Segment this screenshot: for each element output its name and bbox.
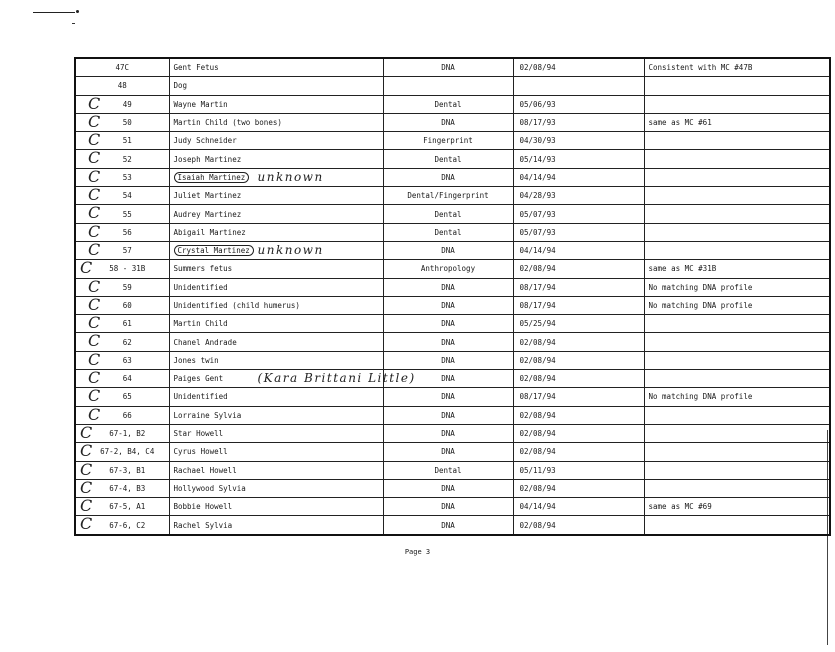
person-name: Juliet Martinez <box>173 191 242 201</box>
date-cell: 05/07/93 <box>513 223 644 241</box>
case-number: 54 <box>122 191 132 201</box>
case-number-cell <box>75 370 169 388</box>
date-cell: 02/08/94 <box>513 333 644 351</box>
method-cell: Dental <box>383 461 513 479</box>
handwritten-check-mark: C <box>88 296 101 314</box>
note-cell <box>644 516 830 535</box>
table-row <box>75 479 830 497</box>
table-row <box>75 498 830 516</box>
method-cell: DNA <box>383 516 513 535</box>
note-cell <box>644 315 830 333</box>
page-footer: Page 3 <box>404 548 431 556</box>
top-margin-dot <box>76 10 79 13</box>
person-name: Judy Schneider <box>173 136 237 146</box>
name-cell <box>169 479 383 497</box>
case-number-cell <box>75 113 169 131</box>
case-number: 67-2, B4, C4 <box>100 447 155 457</box>
case-number-cell <box>75 132 169 150</box>
date-cell: 02/08/94 <box>513 406 644 424</box>
handwritten-check-mark: C <box>88 369 101 388</box>
note-cell <box>644 406 830 424</box>
case-number: 61 <box>122 319 132 329</box>
method-cell: DNA <box>383 241 513 259</box>
method-cell: Anthropology <box>383 260 513 278</box>
case-number: 67-6, C2 <box>109 520 146 530</box>
handwritten-check-mark: C <box>88 387 101 406</box>
note-cell <box>644 223 830 241</box>
method-cell: Dental/Fingerprint <box>383 187 513 205</box>
name-cell <box>169 58 383 77</box>
table-row <box>75 296 830 314</box>
note-cell: No matching DNA profile <box>644 388 830 406</box>
table-row <box>75 113 830 131</box>
note-cell <box>644 241 830 259</box>
table-row <box>75 388 830 406</box>
name-cell <box>169 516 383 535</box>
date-cell: 08/17/94 <box>513 278 644 296</box>
method-cell: DNA <box>383 315 513 333</box>
case-number: 67-3, B1 <box>109 465 146 475</box>
case-number-cell <box>75 406 169 424</box>
case-number: 48 <box>117 81 127 91</box>
method-cell: Dental <box>383 223 513 241</box>
handwritten-check-mark: C <box>80 515 93 534</box>
date-cell: 02/08/94 <box>513 370 644 388</box>
date-cell: 04/30/93 <box>513 132 644 150</box>
case-number-cell <box>75 424 169 442</box>
date-cell: 05/06/93 <box>513 95 644 113</box>
method-cell: DNA <box>383 278 513 296</box>
method-cell: DNA <box>383 370 513 388</box>
name-cell <box>169 95 383 113</box>
table-row <box>75 351 830 369</box>
case-number-cell <box>75 278 169 296</box>
note-cell: same as MC #61 <box>644 113 830 131</box>
method-cell: DNA <box>383 388 513 406</box>
name-cell <box>169 333 383 351</box>
table-row <box>75 205 830 223</box>
handwritten-annotation: (Kara Brittani Little) <box>257 371 416 386</box>
handwritten-annotation: unknown <box>257 169 324 184</box>
name-cell <box>169 132 383 150</box>
date-cell: 08/17/94 <box>513 296 644 314</box>
case-number-cell <box>75 58 169 77</box>
case-number: 57 <box>122 246 132 256</box>
date-cell: 02/08/94 <box>513 443 644 461</box>
person-name: Gent Fetus <box>173 63 219 73</box>
table-row <box>75 223 830 241</box>
note-cell: same as MC #31B <box>644 260 830 278</box>
case-number-cell <box>75 260 169 278</box>
case-number-cell <box>75 150 169 168</box>
date-cell: 08/17/94 <box>513 388 644 406</box>
note-cell <box>644 351 830 369</box>
person-name: Jones twin <box>173 355 219 365</box>
case-number: 67-4, B3 <box>109 483 146 493</box>
name-cell <box>169 388 383 406</box>
case-number: 67-5, A1 <box>109 502 146 512</box>
case-number: 47C <box>115 63 130 73</box>
note-cell <box>644 461 830 479</box>
name-cell <box>169 424 383 442</box>
note-cell <box>644 443 830 461</box>
table-row <box>75 58 830 77</box>
table-row <box>75 406 830 424</box>
case-number: 64 <box>122 374 132 384</box>
case-number-cell <box>75 223 169 241</box>
case-number: 67-1, B2 <box>109 429 146 439</box>
handwritten-check-mark: C <box>88 406 101 424</box>
person-name: Wayne Martin <box>173 99 228 109</box>
method-cell: DNA <box>383 113 513 131</box>
handwritten-check-mark: C <box>80 259 93 278</box>
handwritten-check-mark: C <box>88 95 101 113</box>
date-cell: 05/11/93 <box>513 461 644 479</box>
person-name: Martin Child <box>173 319 228 329</box>
person-name: Lorraine Sylvia <box>173 410 242 420</box>
handwritten-check-mark: C <box>80 497 93 516</box>
note-cell <box>644 479 830 497</box>
method-cell: Dental <box>383 205 513 223</box>
date-cell <box>513 77 644 95</box>
case-number: 59 <box>122 282 132 292</box>
date-cell: 02/08/94 <box>513 260 644 278</box>
table-row <box>75 461 830 479</box>
case-number-cell <box>75 187 169 205</box>
case-number-cell <box>75 351 169 369</box>
date-cell: 05/25/94 <box>513 315 644 333</box>
method-cell <box>383 77 513 95</box>
person-name: Paiges Gent <box>173 374 224 384</box>
name-cell <box>169 260 383 278</box>
name-cell <box>169 315 383 333</box>
name-cell <box>169 278 383 296</box>
person-name: Cyrus Howell <box>173 447 228 457</box>
method-cell: DNA <box>383 406 513 424</box>
case-number: 52 <box>122 154 132 164</box>
person-name: Bobbie Howell <box>173 502 233 512</box>
person-name: Martin Child (two bones) <box>173 118 282 128</box>
name-cell <box>169 150 383 168</box>
name-cell <box>169 406 383 424</box>
person-name: Isaiah Martinez <box>174 172 250 183</box>
case-number-cell <box>75 516 169 535</box>
date-cell: 02/08/94 <box>513 58 644 77</box>
name-cell <box>169 168 383 186</box>
handwritten-check-mark: C <box>88 351 101 369</box>
table-row <box>75 150 830 168</box>
date-cell: 04/14/94 <box>513 168 644 186</box>
name-cell <box>169 241 383 259</box>
person-name: Abigail Martinez <box>173 227 246 237</box>
date-cell: 04/14/94 <box>513 498 644 516</box>
method-cell: DNA <box>383 58 513 77</box>
note-cell: same as MC #69 <box>644 498 830 516</box>
name-cell <box>169 461 383 479</box>
note-cell <box>644 205 830 223</box>
handwritten-check-mark: C <box>88 223 101 241</box>
method-cell: DNA <box>383 424 513 442</box>
date-cell: 02/08/94 <box>513 351 644 369</box>
case-number-cell <box>75 461 169 479</box>
date-cell: 05/14/93 <box>513 150 644 168</box>
person-name: Star Howell <box>173 429 224 439</box>
method-cell: Dental <box>383 150 513 168</box>
case-number: 60 <box>122 301 132 310</box>
method-cell: DNA <box>383 296 513 314</box>
note-cell <box>644 77 830 95</box>
handwritten-check-mark: C <box>88 278 101 296</box>
note-cell <box>644 95 830 113</box>
method-cell: DNA <box>383 168 513 186</box>
case-number: 50 <box>122 118 132 128</box>
person-name: Unidentified <box>173 392 228 402</box>
handwritten-check-mark: C <box>80 424 93 442</box>
person-name: Unidentified (child humerus) <box>173 301 300 310</box>
handwritten-annotation: unknown <box>257 242 324 257</box>
table-row <box>75 333 830 351</box>
name-cell <box>169 443 383 461</box>
method-cell: DNA <box>383 479 513 497</box>
case-number-cell <box>75 333 169 351</box>
date-cell: 02/08/94 <box>513 479 644 497</box>
handwritten-check-mark: C <box>80 461 93 479</box>
case-number-cell <box>75 498 169 516</box>
table-row <box>75 95 830 113</box>
case-number: 65 <box>122 392 132 402</box>
table-body <box>75 58 830 535</box>
person-name: Joseph Martinez <box>173 154 242 164</box>
person-name: Chanel Andrade <box>173 337 237 347</box>
name-cell <box>169 498 383 516</box>
table-row <box>75 443 830 461</box>
table-row <box>75 424 830 442</box>
date-cell: 08/17/93 <box>513 113 644 131</box>
handwritten-check-mark: C <box>88 314 101 333</box>
table-row <box>75 260 830 278</box>
method-cell: Fingerprint <box>383 132 513 150</box>
table-row <box>75 370 830 388</box>
case-number: 66 <box>122 410 132 420</box>
table-row <box>75 132 830 150</box>
name-cell <box>169 187 383 205</box>
case-number-cell <box>75 479 169 497</box>
handwritten-check-mark: C <box>88 204 101 223</box>
name-cell <box>169 77 383 95</box>
case-number-cell <box>75 296 169 314</box>
person-name: Rachael Howell <box>173 465 237 475</box>
note-cell <box>644 370 830 388</box>
case-number-cell <box>75 388 169 406</box>
name-cell <box>169 205 383 223</box>
note-cell <box>644 333 830 351</box>
person-name: Summers fetus <box>173 264 233 274</box>
person-name: Dog <box>173 81 188 91</box>
person-name: Rachel Sylvia <box>173 520 233 530</box>
case-number-cell <box>75 77 169 95</box>
handwritten-check-mark: C <box>80 479 93 497</box>
person-name: Crystal Martinez <box>174 245 254 256</box>
name-cell <box>169 351 383 369</box>
case-number: 58 - 31B <box>109 264 146 274</box>
top-margin-dash <box>72 23 75 24</box>
case-number-cell <box>75 205 169 223</box>
handwritten-check-mark: C <box>80 442 93 461</box>
table-row <box>75 168 830 186</box>
handwritten-check-mark: C <box>88 168 101 186</box>
table-row <box>75 516 830 535</box>
case-number: 53 <box>122 172 132 182</box>
note-cell <box>644 132 830 150</box>
top-margin-mark <box>33 12 75 13</box>
method-cell: DNA <box>383 498 513 516</box>
table-row <box>75 315 830 333</box>
handwritten-check-mark: C <box>88 131 101 150</box>
case-number-cell <box>75 241 169 259</box>
person-name: Audrey Martinez <box>173 209 242 219</box>
handwritten-check-mark: C <box>88 241 101 259</box>
note-cell: Consistent with MC #47B <box>644 58 830 77</box>
handwritten-check-mark: C <box>88 149 101 168</box>
table-row <box>75 278 830 296</box>
case-number: 62 <box>122 337 132 347</box>
case-number-cell <box>75 168 169 186</box>
table-row <box>75 77 830 95</box>
note-cell <box>644 424 830 442</box>
case-number-cell <box>75 315 169 333</box>
date-cell: 05/07/93 <box>513 205 644 223</box>
note-cell <box>644 187 830 205</box>
name-cell <box>169 296 383 314</box>
note-cell: No matching DNA profile <box>644 296 830 314</box>
method-cell: DNA <box>383 351 513 369</box>
person-name: Unidentified <box>173 282 228 292</box>
date-cell: 04/14/94 <box>513 241 644 259</box>
handwritten-check-mark: C <box>88 332 101 351</box>
name-cell <box>169 223 383 241</box>
handwritten-check-mark: C <box>88 186 101 205</box>
case-number: 55 <box>122 209 132 219</box>
table-row <box>75 241 830 259</box>
handwritten-check-mark: C <box>88 113 101 131</box>
method-cell: Dental <box>383 95 513 113</box>
date-cell: 02/08/94 <box>513 424 644 442</box>
method-cell: DNA <box>383 443 513 461</box>
table-row <box>75 187 830 205</box>
name-cell <box>169 113 383 131</box>
date-cell: 02/08/94 <box>513 516 644 535</box>
name-cell <box>169 370 416 388</box>
method-cell: DNA <box>383 333 513 351</box>
case-number-cell <box>75 443 169 461</box>
case-number: 49 <box>122 99 132 109</box>
note-cell <box>644 168 830 186</box>
case-number: 51 <box>122 136 132 146</box>
case-number-cell <box>75 95 169 113</box>
identification-table <box>74 57 831 536</box>
person-name: Hollywood Sylvia <box>173 483 246 493</box>
note-cell: No matching DNA profile <box>644 278 830 296</box>
case-number: 56 <box>122 227 132 237</box>
note-cell <box>644 150 830 168</box>
date-cell: 04/28/93 <box>513 187 644 205</box>
case-number: 63 <box>122 355 132 365</box>
